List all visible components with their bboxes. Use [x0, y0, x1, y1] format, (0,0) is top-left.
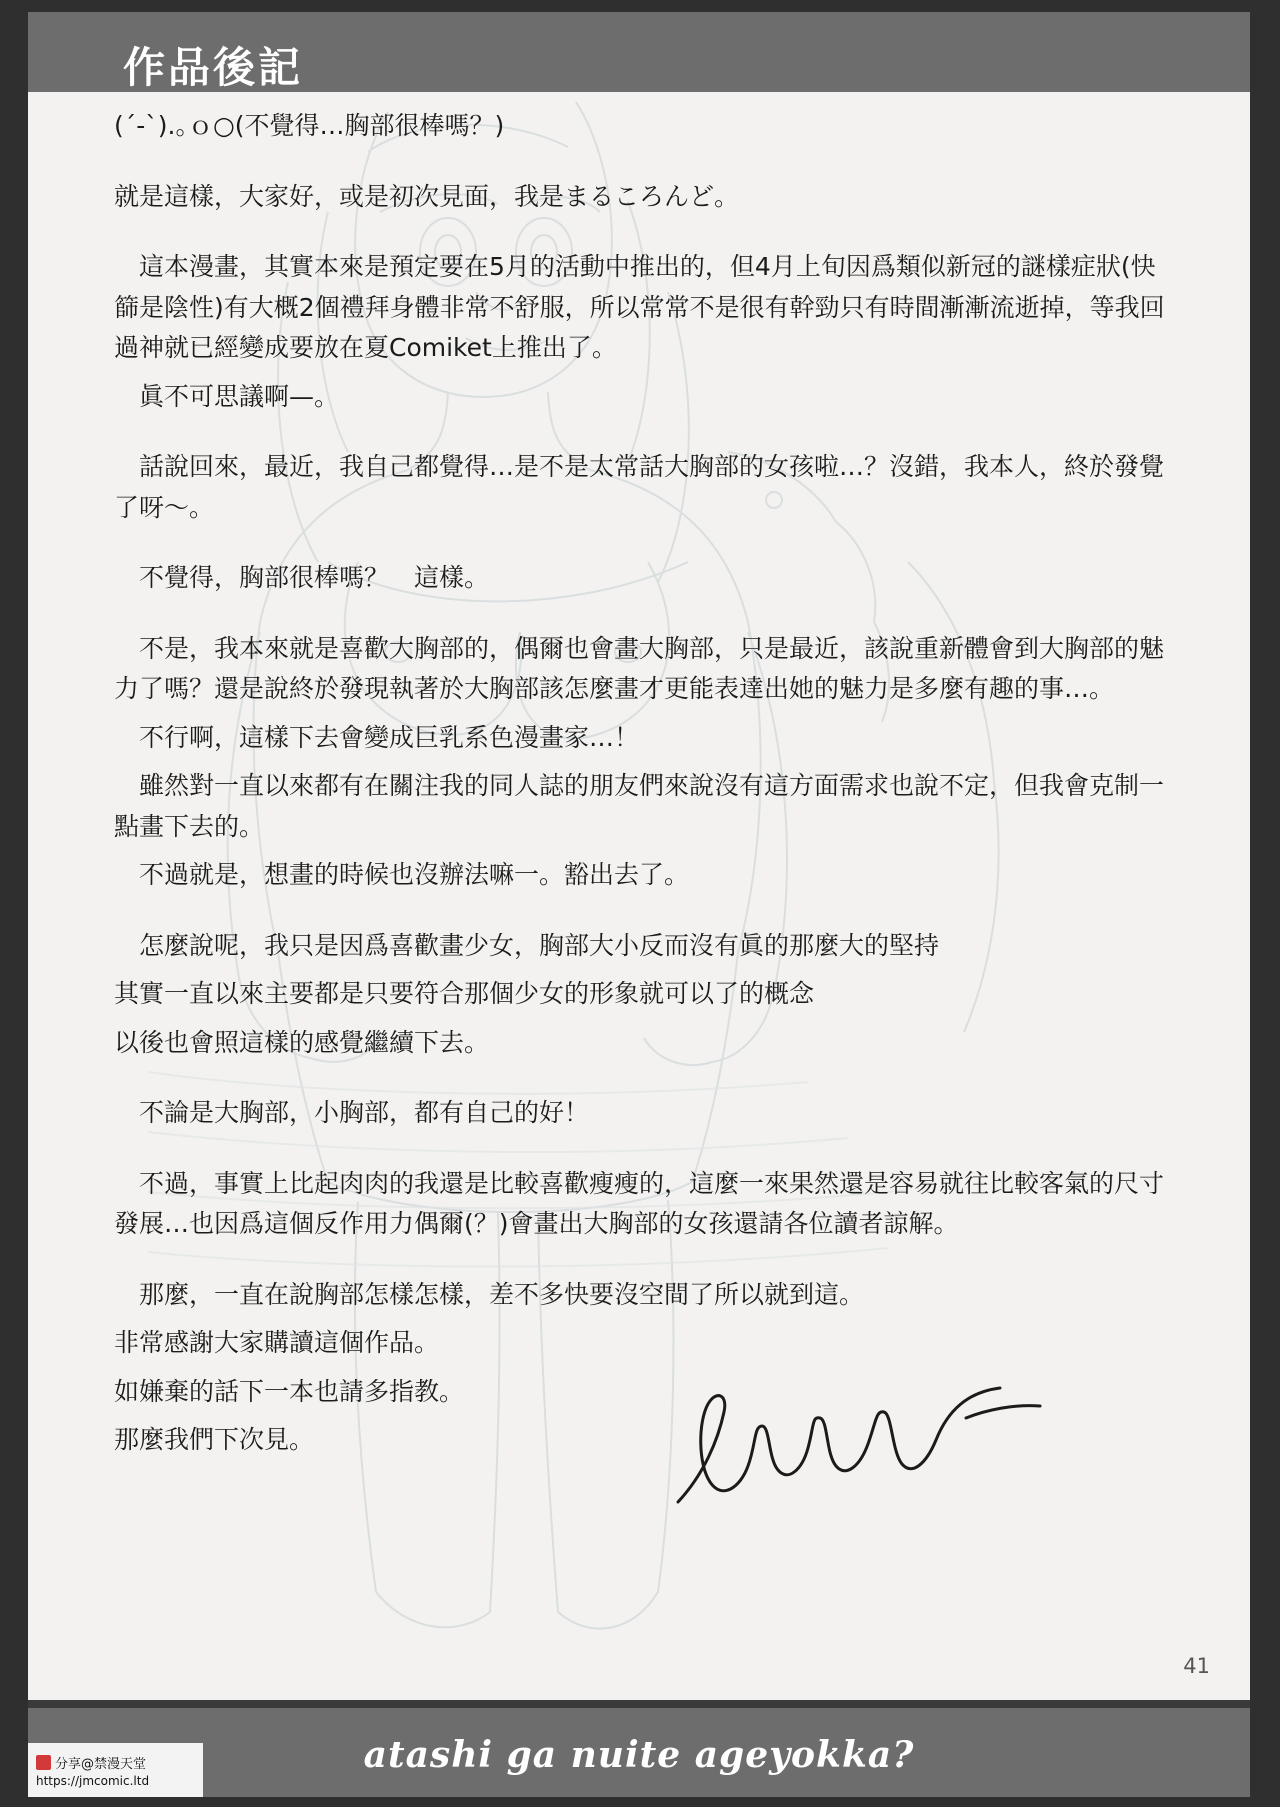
paragraph-4: 話說回來，最近，我自己都覺得…是不是太常話大胸部的女孩啦…？沒錯，我本人，終於發覺了呀～。	[114, 452, 1165, 522]
paragraph-0: (´-`).｡ｏ○(不覺得…胸部很棒嗎？)	[114, 111, 505, 140]
paragraph-8: 雖然對一直以來都有在關注我的同人誌的朋友們來說沒有這方面需求也說不定，但我會克制一點畫下去的。	[114, 771, 1165, 841]
paragraph-17: 如嫌棄的話下一本也請多指教。	[114, 1376, 465, 1406]
paragraph-13: 不論是大胸部，小胸部，都有自己的好！	[114, 1098, 590, 1127]
paragraph-7: 不行啊，這樣下去會變成巨乳系色漫畫家…！	[114, 722, 640, 752]
site-logo-icon	[36, 1755, 51, 1770]
header-band	[28, 12, 1250, 92]
paragraph-9: 不過就是，想畫的時候也沒辦法嘛一。豁出去了。	[114, 860, 690, 889]
page-frame-left	[0, 0, 28, 1807]
book-title: atashi ga nuite ageyokka?	[363, 1734, 915, 1776]
paragraph-1: 就是這樣，大家好，或是初次見面，我是まるころんど。	[114, 181, 740, 211]
watermark-share-label: 分享@禁漫天堂	[55, 1756, 147, 1772]
paragraph-18: 那麼我們下次見。	[114, 1425, 315, 1454]
page-number: 41	[1183, 1654, 1210, 1678]
paragraph-11: 其實一直以來主要都是只要符合那個少女的形象就可以了的概念	[114, 979, 815, 1008]
page-frame-bottom	[0, 1797, 1280, 1807]
afterword-text	[114, 106, 1174, 1469]
page-frame-right	[1250, 0, 1280, 1807]
page-title: 作品後記	[123, 43, 304, 92]
paragraph-3: 眞不可思議啊—。	[114, 381, 340, 411]
paragraph-16: 非常感謝大家購讀這個作品。	[114, 1328, 440, 1357]
paragraph-15: 那麼，一直在說胸部怎樣怎樣，差不多快要沒空間了所以就到這。	[114, 1279, 865, 1309]
paragraph-14: 不過，事實上比起肉肉的我還是比較喜歡瘦瘦的，這麼一來果然還是容易就往比較客氣的尺寸發展…也因爲這個反作用力偶爾(？)會畫出大胸部的女孩還請各位讀者諒解。	[114, 1168, 1165, 1238]
watermark-url[interactable]: https://jmcomic.ltd	[36, 1773, 150, 1788]
paragraph-10: 怎麼說呢，我只是因爲喜歡畫少女，胸部大小反而沒有眞的那麼大的堅持	[114, 930, 940, 960]
watermark-share-row	[36, 1753, 203, 1772]
paragraph-5: 不覺得，胸部很棒嗎？ 這樣。	[114, 563, 490, 592]
footer-band	[28, 1708, 1250, 1797]
paragraph-2: 這本漫畫，其實本來是預定要在5月的活動中推出的，但4月上旬因爲類似新冠的謎樣症狀(快篩是陰性)有大概2個禮拜身體非常不舒服，所以常常不是很有幹勁只有時間漸漸流逝掉，等我回過神就已經變成要放在夏Comiket上推出了。	[114, 252, 1165, 362]
site-watermark	[28, 1743, 203, 1797]
paper-area	[28, 92, 1250, 1700]
paragraph-6: 不是，我本來就是喜歡大胸部的，偶爾也會畫大胸部，只是最近，該說重新體會到大胸部的魅力了嗎？還是說終於發現執著於大胸部該怎麼畫才更能表達出她的魅力是多麼有趣的事…。	[114, 633, 1165, 703]
page-frame-top	[0, 0, 1280, 12]
paragraph-12: 以後也會照這樣的感覺繼續下去。	[114, 1027, 490, 1057]
